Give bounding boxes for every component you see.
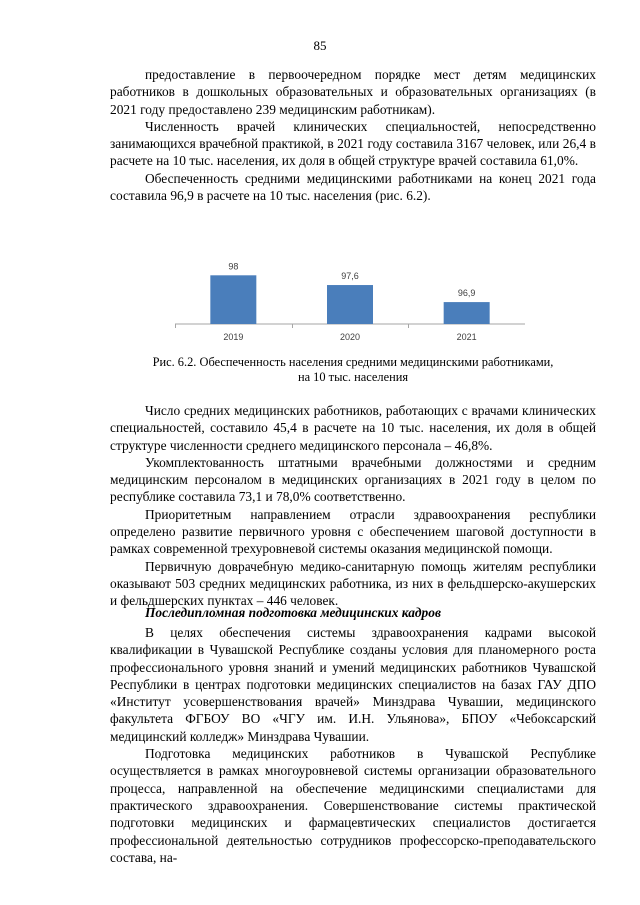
data-label: 98 [228, 261, 239, 272]
paragraph: Первичную доврачебную медико-санитарную помощь жителям республики оказывают 503 средних медицинских работника, из них в фельдшерско-акушерских и фельдшерских пунктах – 446 человек. [110, 558, 596, 609]
paragraph: Обеспеченность средними медицинскими работниками на конец 2021 года составила 96,9 в расчете на 10 тыс. населения (рис. 6.2). [110, 170, 596, 204]
page-number: 85 [313, 38, 327, 53]
bar-2019 [210, 275, 256, 324]
chart-canvas [175, 248, 525, 348]
text-block-bottom [110, 624, 596, 866]
bar-2021 [444, 302, 490, 324]
x-tick-label: 2021 [456, 332, 477, 342]
text-block-middle [110, 402, 596, 610]
paragraph: предоставление в первоочередном порядке мест детям медицинских работников в дошкольных образовательных и образовательных организациях (в 2021 году предоставлено 239 медицинским работникам). [110, 67, 596, 117]
bar-chart [175, 248, 525, 348]
data-label: 96,9 [457, 288, 476, 299]
paragraph: Число средних медицинских работников, работающих с врачами клинических специальностей, составило 45,4 в расчете на 10 тыс. населения, их доля в общей структуре численности среднего медицинского персонала – 46,8%. [110, 403, 596, 453]
x-tick-label: 2020 [339, 332, 361, 342]
x-tick-label: 2019 [223, 332, 244, 342]
paragraph: Укомплектованность штатными врачебными должностями и средним медицинским персоналом в медицинских организациях в 2021 году в целом по республике составила 73,1 и 78,0% соответственно. [110, 454, 596, 505]
section-heading: Последипломная подготовка медицинских кадров [145, 605, 441, 620]
paragraph: В целях обеспечения системы здравоохранения кадрами высокой квалификации в Чувашской Республике созданы условия для планомерного роста профессионального уровня знаний и умений медицинских работников Чувашской Республики в центрах подготовки медицинских специалистов на базах ГАУ ДПО «Институт усовершенствования врачей» Минздрава Чувашии, медицинского факультета ФГБОУ ВО «ЧГУ им. И.Н. Ульянова», БПОУ «Чебоксарский медицинский колледж» Минздрава Чувашии. [110, 625, 596, 744]
caption-line: Рис. 6.2. Обеспеченность населения средними медицинскими работниками, [152, 355, 554, 369]
caption-line: на 10 тыс. населения [297, 370, 409, 384]
figure-caption [110, 355, 596, 385]
data-label: 97,6 [341, 271, 359, 282]
bar-2020 [327, 285, 373, 324]
paragraph: Приоритетным направлением отрасли здравоохранения республики определено развитие первичного уровня с обеспечением шаговой доступности в рамках современной трехуровневой системы оказания медицинской помощи. [110, 506, 596, 557]
paragraph: Подготовка медицинских работников в Чувашской Республике осуществляется в рамках многоуровневой системы организации образовательного процесса, направленной на обеспечение медицинскими специалистами для практического здравоохранения. Совершенствование системы практической подготовки медицинских и фармацевтических специалистов достигается профессиональной деятельностью сотрудников профессорско-преподавательского состава, на- [110, 746, 596, 865]
paragraph: Численность врачей клинических специальностей, непосредственно занимающихся врачебной практикой, в 2021 году составила 3167 человек, или 26,4 в расчете на 10 тыс. населения, их доля в общей структуре врачей составила 61,0%. [110, 118, 596, 169]
text-block-top [110, 66, 596, 204]
